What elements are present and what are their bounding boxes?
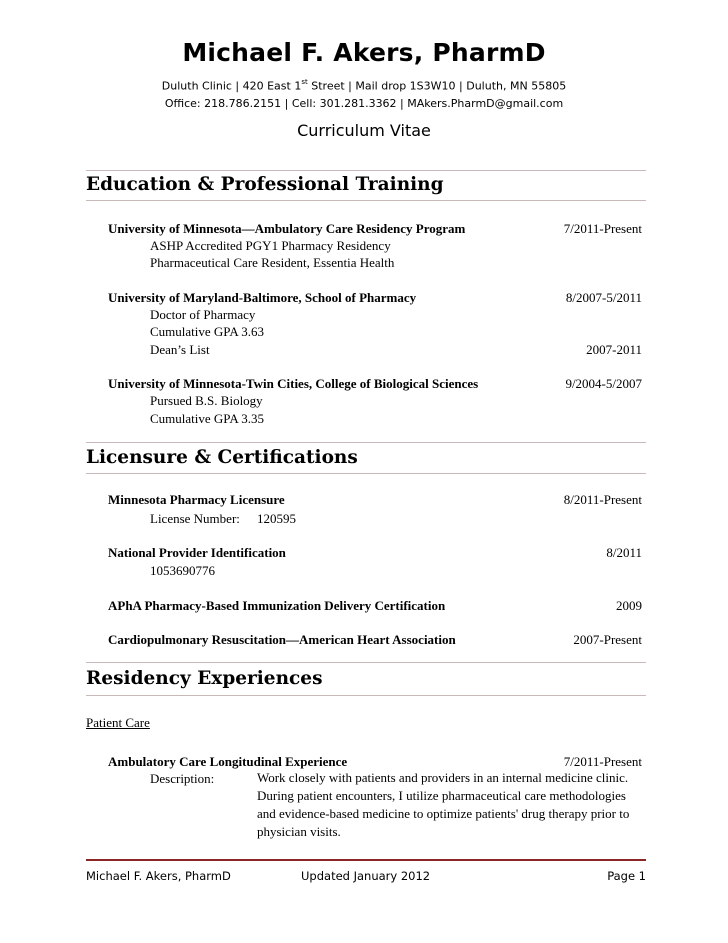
entry-detail: Cumulative GPA 3.35 [150,411,265,426]
npi-number: 1053690776 [150,563,215,578]
footer-page-number: Page 1 [607,869,646,883]
entry-detail: ASHP Accredited PGY1 Pharmacy Residency [150,238,391,253]
entry-date: 2009 [616,598,642,613]
entry-detail-date: 2007-2011 [586,342,642,357]
candidate-name: Michael F. Akers, PharmD [182,38,546,67]
entry-title: University of Minnesota-Twin Cities, College of Biological Sciences [108,376,479,391]
section-rule-top [86,170,646,171]
entry-title: Minnesota Pharmacy Licensure [108,492,285,507]
description-line: Work closely with patients and providers in an internal medicine clinic. [257,770,629,785]
description-label: Description: [150,771,215,786]
entry-title: University of Minnesota—Ambulatory Care Residency Program [108,221,466,236]
contact-line: Office: 218.786.2151 | Cell: 301.281.3362 | MAkers.PharmD@gmail.com [164,97,564,110]
entry-date: 7/2011-Present [563,754,642,769]
section-rule-top [86,442,646,443]
entry-title: University of Maryland-Baltimore, School of Pharmacy [108,290,417,305]
footer-updated: Updated January 2012 [301,869,431,883]
address-line [0,79,728,93]
section-rule-bottom [86,695,646,696]
entry-title: APhA Pharmacy-Based Immunization Delivery Certification [108,598,446,613]
entry-date: 8/2007-5/2011 [565,290,642,305]
entry-date: 8/2011-Present [563,492,642,507]
description-line: and evidence-based medicine to optimize patients' drug therapy prior to [257,806,630,821]
license-number-value: 120595 [257,511,296,526]
entry-date: 7/2011-Present [563,221,642,236]
description-line: During patient encounters, I utilize pharmaceutical care methodologies [257,788,626,803]
subheading-patient-care: Patient Care [86,715,150,730]
entry-detail: Pharmaceutical Care Resident, Essentia Health [150,255,395,270]
address-ordinal: st [301,78,308,86]
entry-detail: Dean’s List [150,342,210,357]
entry-title: Ambulatory Care Longitudinal Experience [108,754,348,769]
description-text [257,769,647,841]
footer-rule [86,859,646,861]
entry-detail: Cumulative GPA 3.63 [150,324,265,339]
section-title-licensure: Licensure & Certifications [86,447,358,468]
entry-date: 9/2004-5/2007 [565,376,642,391]
entry-detail: Doctor of Pharmacy [150,307,256,322]
entry-title: National Provider Identification [108,545,286,560]
section-rule-bottom [86,473,646,474]
document-title: Curriculum Vitae [297,121,431,140]
address-end: Street | Mail drop 1S3W10 | Duluth, MN 55805 [307,79,567,93]
license-number-label: License Number: [150,511,240,526]
address-start: Duluth Clinic | 420 East 1 [161,79,302,93]
entry-detail: Pursued B.S. Biology [150,393,263,408]
section-rule-top [86,662,646,663]
description-line: physician visits. [257,824,341,839]
section-title-education: Education & Professional Training [86,174,444,195]
entry-title: Cardiopulmonary Resuscitation—American Heart Association [108,632,456,647]
footer-name: Michael F. Akers, PharmD [86,869,231,883]
entry-date: 8/2011 [606,545,642,560]
entry-date: 2007-Present [573,632,642,647]
section-rule-bottom [86,200,646,201]
section-title-residency: Residency Experiences [86,668,323,689]
